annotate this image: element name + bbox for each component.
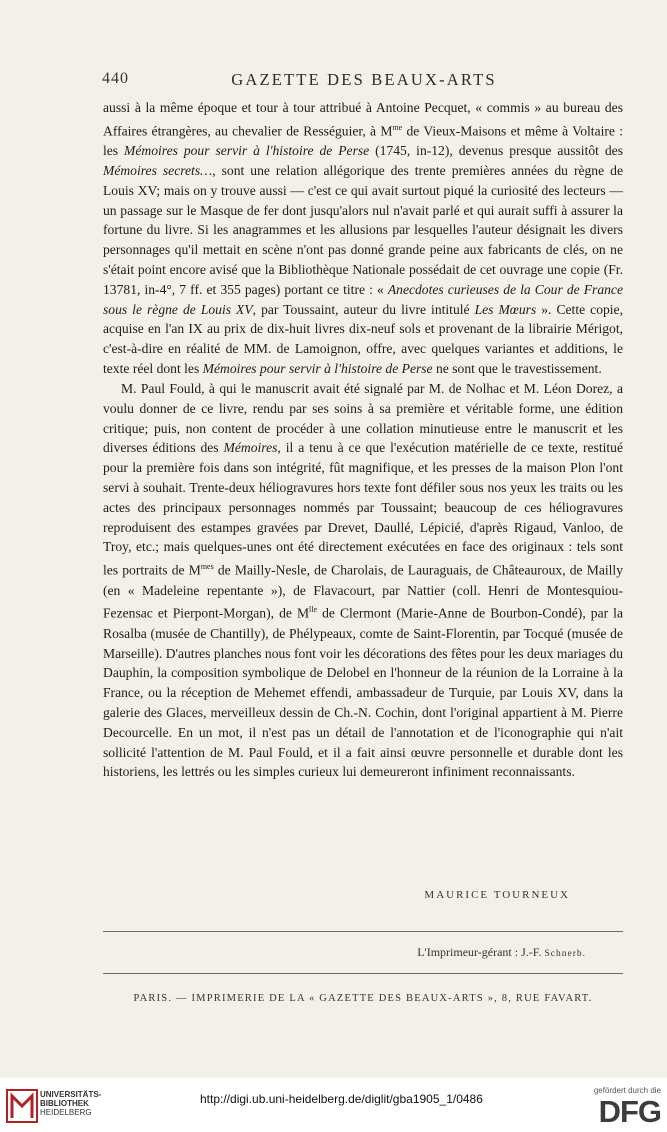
paragraph xyxy=(103,379,623,782)
superscript: mes xyxy=(200,562,214,572)
text-run: aussi à la même époque et tour à tour attribué à Antoine Pecquet, « commis » au bureau des Affaires étrangères, au chevalier de Rességuier, à M xyxy=(103,100,623,139)
article-body xyxy=(103,98,623,782)
italic-title: Mémoires pour servir à l'histoire de Perse xyxy=(202,361,433,377)
italic-title: Mémoires pour servir à l'histoire de Perse xyxy=(124,143,370,159)
dfg-caption: gefördert durch die xyxy=(593,1086,661,1095)
text-run: , sont une relation allégorique des trente premières années du règne de Louis XV; mais on y trouve aussi — c'est ce qui avait surtout piqué la curiosité des lecteurs — un passage sur le Masque de fer dont jusqu'alors nul n'avait parlé et qui aurait suffi à assurer la fortune du livre. Si les anagrammes et les allusions par lesquelles l'auteur désignait les divers personnages qu'il mettait en scène n'ont pas donné grande peine aux fabricants de clés, on ne s'était point encore avisé que la Bibliothèque Nationale possédait de cet ouvrage une copie (Fr. 13781, in-4°, 7 ff. et 355 pages) portant ce titre : « xyxy=(103,162,623,297)
text-run: M. Paul Fould, à qui le manuscrit avait été signalé par M. de Nolhac et M. Léon Dorez, a voulu donner de ce livre, rendu par ses soins à sa première et véritable forme, une édition critique; puis, non content de procéder à une collation minutieuse entre le manuscrit et les diverses éditions des xyxy=(103,380,623,456)
divider xyxy=(103,973,623,974)
library-name: UNIVERSITÄTS- BIBLIOTHEK HEIDELBERG xyxy=(40,1090,102,1117)
text-run: de Mailly-Nesle, de Charolais, de Lauraguais, de Châteauroux, de Mailly (en « Madeleine repentante »), de Flavacourt, par Nattier (coll. Henri de Montesquiou-Fezensac et Pierpont-Morgan), de M xyxy=(103,562,623,621)
superscript: lle xyxy=(309,605,318,615)
text-run: de Clermont (Marie-Anne de Bourbon-Condé), par la Rosalba (musée de Chantilly), de Phélypeaux, comte de Saint-Florentin, par Tocqué (musée de Marseille). D'autres planches nous font voir les décorations des fêtes pour les deux mariages du Dauphin, la composition symbolique de Delobel en l'honneur de la réunion de la Lorraine à la France, ou la réception de Mehemet effendi, ambassadeur de Turquie, par Louis XV, dans la galerie des Glaces, merveilleux dessin de Ch.-N. Cochin, dont l'original appartient à M. Pierre Decourcelle. En un mot, il n'est pas un détail de l'annotation et de l'iconographie qui n'ait sollicité l'attention de M. Paul Fould, et il a fait ainsi œuvre personnelle et durable dont les historiens, les lettrés ou les simples curieux lui demeureront infiniment reconnaissants. xyxy=(103,605,623,780)
italic-title: Anecdotes curieuses de la Cour de France sous le règne de Louis XV xyxy=(103,281,623,317)
italic-title: Mémoires xyxy=(223,440,278,456)
page-header xyxy=(102,70,626,94)
printer-label: L'Imprimeur-gérant : J.-F. xyxy=(417,945,545,959)
text-run: (1745, in-12), devenus presque aussitôt des xyxy=(369,143,623,159)
divider xyxy=(103,931,623,932)
digitization-footer xyxy=(0,1078,667,1132)
source-url-link[interactable]: http://digi.ub.uni-heidelberg.de/diglit/gba1905_1/0486 xyxy=(200,1092,483,1106)
text-run: de Vieux-Maisons et même à Voltaire : les xyxy=(103,123,623,159)
italic-title: Les Mœurs xyxy=(474,301,537,317)
page-number: 440 xyxy=(102,70,129,87)
paragraph xyxy=(103,98,623,379)
text-run: ne sont que le travestissement. xyxy=(432,361,602,377)
printer-name: Schnerb. xyxy=(544,949,586,959)
running-title: GAZETTE DES BEAUX-ARTS xyxy=(231,70,497,89)
printer-credit xyxy=(0,945,586,960)
text-run: , par Toussaint, auteur du livre intitulé xyxy=(252,301,475,317)
imprint-line: PARIS. — IMPRIMERIE DE LA « GAZETTE DES BEAUX-ARTS », 8, RUE FAVART. xyxy=(133,993,593,1004)
text-run: , il a tenu à ce que l'exécution matérielle de ce texte, restitué pour la première fois dans son intégrité, fût magnifique, et les presses de la maison Plon l'ont servi à souhait. Trente-deux héliogravures hors texte font défiler sous nos yeux les traits ou les actes des principaux personnages nommés par Toussaint; beaucoup de ces héliogravures reproduisent des estampes gravées par Drevet, Daullé, Lépicié, d'après Rigaud, Vanloo, de Troy, etc.; mais quelques-unes ont été directement exécutées en face des originaux : tels sont les portraits de M xyxy=(103,440,623,578)
text-run: ». Cette copie, acquise en l'an IX au prix de dix-huit livres dix-neuf sols et provenant de la librairie Mérigot, c'est-à-dire en réalité de MM. de Lamoignon, offre, avec quelques variantes et additions, le texte réel dont les xyxy=(103,301,623,377)
university-library-logo-icon xyxy=(6,1088,40,1124)
author-signature: MAURICE TOURNEUX xyxy=(424,889,570,901)
italic-title: Mémoires secrets… xyxy=(103,162,213,178)
dfg-logo: DFG xyxy=(598,1094,661,1129)
superscript: me xyxy=(392,122,403,132)
